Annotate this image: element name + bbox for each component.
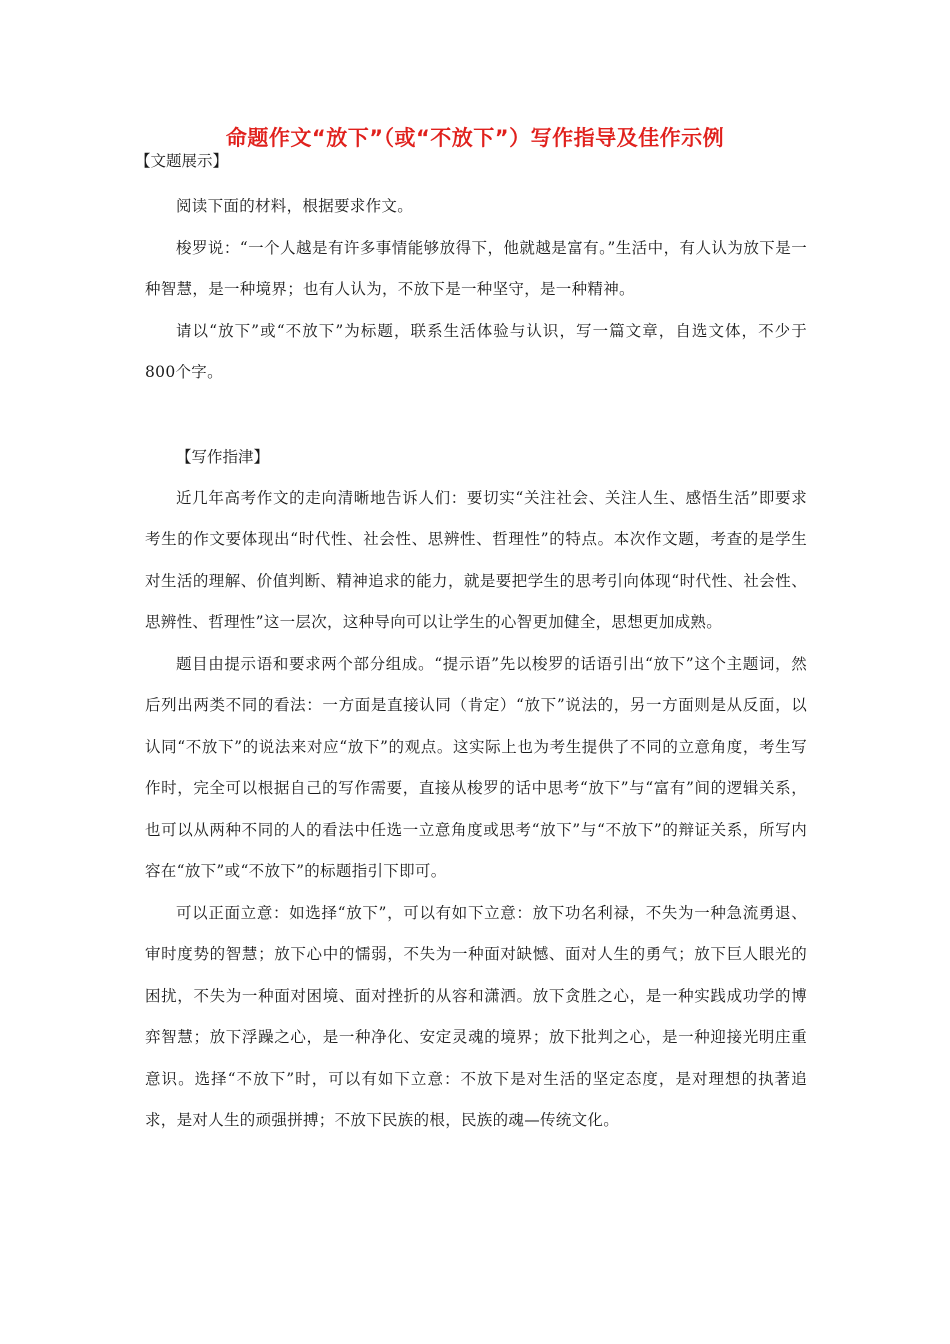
section-label-guide: 【写作指津】 bbox=[176, 447, 270, 466]
paragraph: 近几年高考作文的走向清晰地告诉人们：要切实“关注社会、关注人生、感悟生活”即要求考生的作文要体现出“时代性、社会性、思辨性、哲理性”的特点。本次作文题，考查的是学生对生活的理解、价值判断、精神追求的能力，就是要把学生的思考引向体现“时代性、社会性、思辨性、哲理性”这一层次，这种导向可以让学生的心智更加健全，思想更加成熟。 bbox=[145, 488, 807, 631]
paragraph: 阅读下面的材料，根据要求作文。 bbox=[176, 197, 414, 215]
paragraph: 题目由提示语和要求两个部分组成。“提示语”先以梭罗的话语引出“放下”这个主题词，然后列出两类不同的看法：一方面是直接认同（肯定）“放下”说法的，另一方面则是从反面，以认同“不放下”的说法来对应“放下”的观点。这实际上也为考生提供了不同的立意角度，考生写作时，完全可以根据自己的写作需要，直接从梭罗的话中思考“放下”与“富有”间的逻辑关系，也可以从两种不同的人的看法中任选一立意角度或思考“放下”与“不放下”的辩证关系，所写内容在“放下”或“不放下”的标题指引下即可。 bbox=[145, 654, 807, 880]
document-body bbox=[135, 150, 807, 1142]
paragraph: 梭罗说：“一个人越是有许多事情能够放得下，他就越是富有。”生活中，有人认为放下是一种智慧，是一种境界；也有人认为，不放下是一种坚守，是一种精神。 bbox=[145, 238, 807, 298]
section-label-prompt: 【文题展示】 bbox=[135, 152, 229, 170]
document-title: 命题作文“放下”（或“不放下”）写作指导及佳作示例 bbox=[225, 126, 725, 150]
paragraph: 请以“放下”或“不放下”为标题，联系生活体验与认识，写一篇文章，自选文体，不少于800个字。 bbox=[145, 321, 807, 381]
paragraph: 可以正面立意：如选择“放下”，可以有如下立意：放下功名利禄，不失为一种急流勇退、审时度势的智慧；放下心中的懦弱，不失为一种面对缺憾、面对人生的勇气；放下巨人眼光的困扰，不失为一种面对困境、面对挫折的从容和潇洒。放下贪胜之心，是一种实践成功学的博弈智慧；放下浮躁之心，是一种净化、安定灵魂的境界；放下批判之心，是一种迎接光明庄重意识。选择“不放下”时，可以有如下立意：不放下是对生活的坚定态度，是对理想的执著追求，是对人生的顽强拼搏；不放下民族的根，民族的魂—传统文化。 bbox=[145, 903, 807, 1129]
